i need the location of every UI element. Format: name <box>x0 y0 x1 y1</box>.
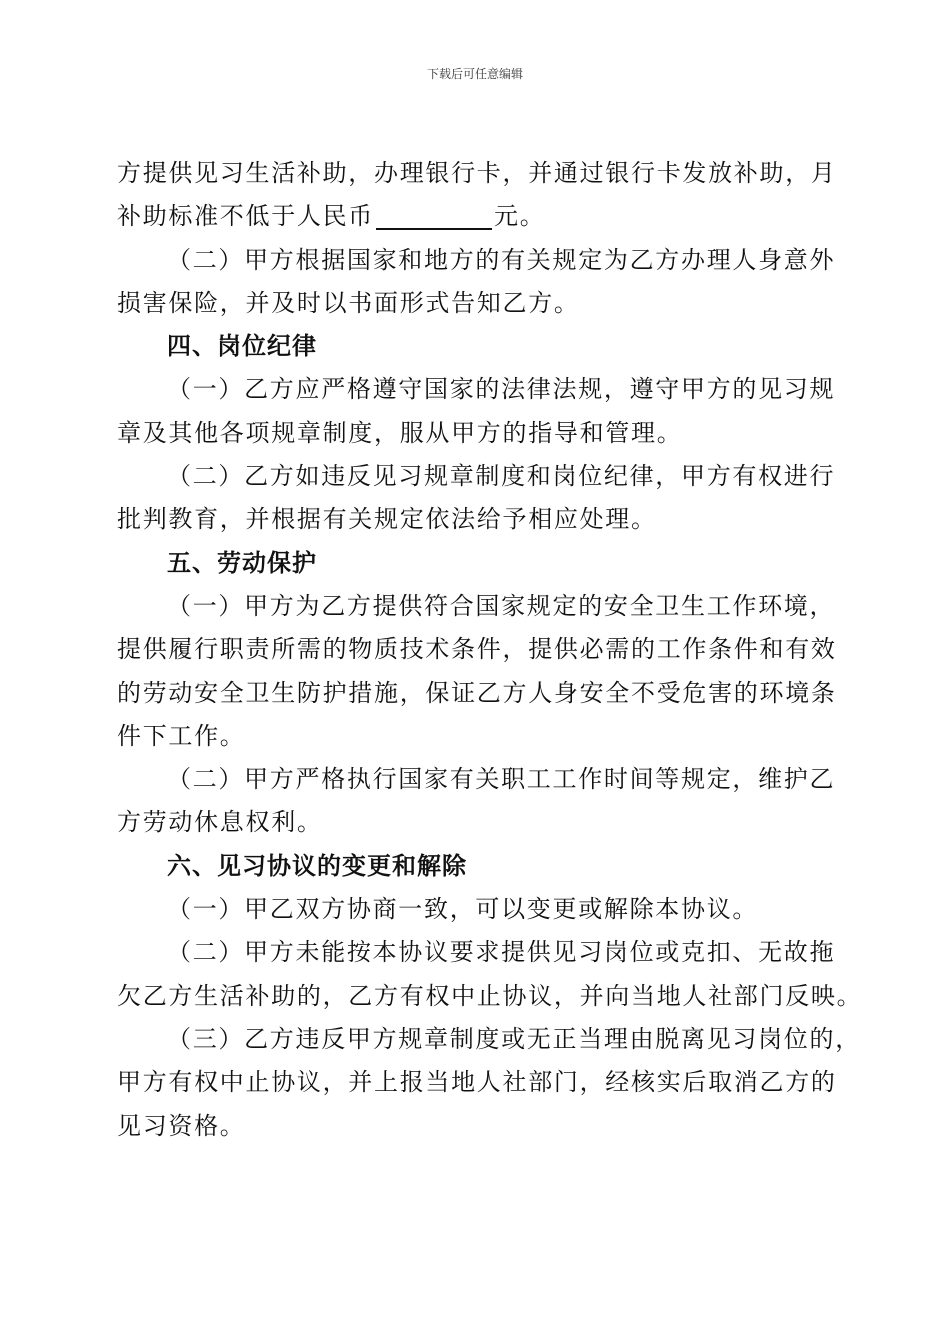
section-heading-5: 五、劳动保护 <box>167 548 317 577</box>
currency-unit: 元。 <box>494 202 546 231</box>
document-body <box>117 152 863 1148</box>
paragraph-line: 的劳动安全卫生防护措施，保证乙方人身安全不受危害的环境条 <box>117 678 837 707</box>
section-heading-4: 四、岗位纪律 <box>167 332 317 361</box>
paragraph-line: 见习资格。 <box>117 1111 246 1140</box>
paragraph-line: 方提供见习生活补助，办理银行卡，并通过银行卡发放补助，月 <box>117 159 837 187</box>
paragraph-line: （二）甲方严格执行国家有关职工工作时间等规定，维护乙 <box>167 765 836 794</box>
paragraph-line: （一）甲方为乙方提供符合国家规定的安全卫生工作环境， <box>167 591 836 620</box>
paragraph-line: （一）乙方应严格遵守国家的法律法规，遵守甲方的见习规 <box>167 375 836 404</box>
paragraph-line: 损害保险，并及时以书面形式告知乙方。 <box>117 288 580 317</box>
paragraph-line: 章及其他各项规章制度，服从甲方的指导和管理。 <box>117 418 683 447</box>
subsidy-amount-line <box>117 195 831 238</box>
paragraph-line: 提供履行职责所需的物质技术条件，提供必需的工作条件和有效 <box>117 635 837 664</box>
subsidy-amount-blank[interactable] <box>376 204 492 230</box>
section-heading-6: 六、见习协议的变更和解除 <box>167 851 467 880</box>
page-header-note: 下载后可任意编辑 <box>426 67 523 81</box>
paragraph-line: （二）甲方未能按本协议要求提供见习岗位或克扣、无故拖 <box>167 938 836 967</box>
paragraph-line: （二）乙方如违反见习规章制度和岗位纪律，甲方有权进行 <box>167 462 836 491</box>
paragraph-line: （二）甲方根据国家和地方的有关规定为乙方办理人身意外 <box>167 245 836 274</box>
paragraph-line: （一）甲乙双方协商一致，可以变更或解除本协议。 <box>167 895 759 924</box>
subsidy-label: 补助标准不低于人民币 <box>117 202 374 231</box>
paragraph-line: （三）乙方违反甲方规章制度或无正当理由脱离见习岗位的， <box>167 1024 861 1053</box>
paragraph-line: 件下工作。 <box>117 721 246 750</box>
paragraph-line: 方劳动休息权利。 <box>117 808 323 837</box>
paragraph-line: 欠乙方生活补助的，乙方有权中止协议，并向当地人社部门反映。 <box>117 981 863 1010</box>
paragraph-line: 甲方有权中止协议，并上报当地人社部门，经核实后取消乙方的 <box>117 1068 837 1097</box>
paragraph-line: 批判教育，并根据有关规定依法给予相应处理。 <box>117 505 657 534</box>
